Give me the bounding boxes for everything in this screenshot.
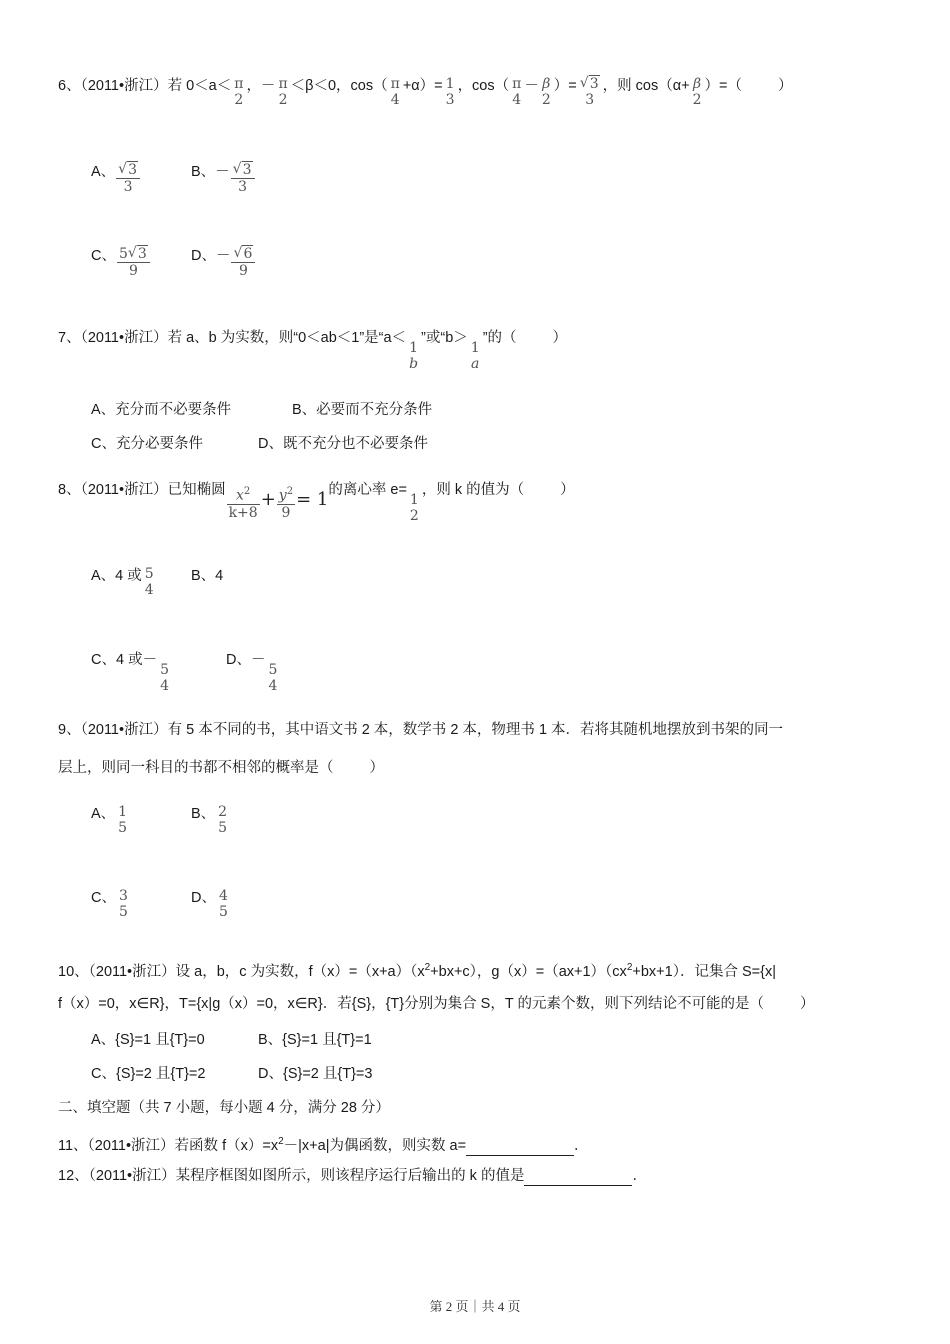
page-footer: 第 2 页｜共 4 页 bbox=[429, 1299, 521, 1314]
q8-frac-x2-over-k8: $\frac{x^2}{k+8}$ bbox=[228, 486, 258, 521]
q7-option-a[interactable]: A、充分而不必要条件 bbox=[91, 402, 232, 418]
q6-frac-pi-over-4-b: π 4 bbox=[512, 76, 522, 108]
q11-answer-blank[interactable] bbox=[466, 1141, 574, 1156]
q12-answer-blank[interactable] bbox=[524, 1171, 632, 1186]
q12-stem: 12、（2011•浙江）某程序框图如图所示，则该程序运行后输出的 k 的值是 ． bbox=[58, 1168, 647, 1184]
q6-frac-pi-over-2: π 2 bbox=[234, 76, 244, 108]
q8-frac-y2-over-9: $\frac{y^2}{9}$ bbox=[278, 486, 294, 521]
q7-frac-1-over-a: 1 a bbox=[470, 340, 480, 372]
q8-option-a[interactable]: A、4 或 5 4 bbox=[91, 566, 154, 598]
q10-option-b[interactable]: B、{S}=1 且{T}=1 bbox=[258, 1032, 372, 1048]
q6-frac-1-over-3: 1 3 bbox=[445, 76, 455, 108]
q6-option-c[interactable]: C、 $\frac{5√ 3}{9}$ bbox=[91, 246, 151, 279]
q6-frac-pi-over-4: π 4 bbox=[390, 76, 400, 108]
q11-stem: 11、（2011•浙江）若函数 $f(x)=x^2-|x+a|$为偶函数，则实数 a= ． bbox=[58, 1136, 589, 1154]
q6-frac-beta-over-2-b: β 2 bbox=[692, 76, 702, 108]
q10-stem-line1: 10、（2011•浙江）设 a，b，c 为实数，$f(x)=(x+a)(x^2+bx+c)$，$g(x)=(ax+1)(cx^2+bx+1)$．记集合 S={x| bbox=[58, 962, 776, 980]
q7-option-c[interactable]: C、充分必要条件 bbox=[91, 436, 203, 452]
q6-option-a[interactable]: A、 √ $\frac{3}{3}$ bbox=[91, 162, 141, 195]
q8-stem: 8、（2011•浙江）已知椭圆 $\frac{x^2}{k+8}$ + $\frac{y^2}{9}$ = 1的离心率 e= 1 2 ，则 k 的值为（ ） bbox=[58, 482, 575, 524]
q8-option-b[interactable]: B、4 bbox=[191, 568, 224, 584]
q8-option-d[interactable]: D、－ 5 4 bbox=[226, 652, 278, 694]
q7-option-d[interactable]: D、既不充分也不必要条件 bbox=[258, 436, 428, 452]
q10-option-a[interactable]: A、{S}=1 且{T}=0 bbox=[91, 1032, 205, 1048]
q9-option-d[interactable]: D、 4 5 bbox=[191, 888, 228, 920]
q6-frac-beta-over-2: β 2 bbox=[541, 76, 551, 108]
q9-option-b[interactable]: B、 2 5 bbox=[191, 804, 228, 836]
q6-frac-pi-over-2-b: π 2 bbox=[278, 76, 288, 108]
q9-option-a[interactable]: A、 1 5 bbox=[91, 804, 128, 836]
q9-stem-line1: 9、（2011•浙江）有 5 本不同的书，其中语文书 2 本，数学书 2 本，物理书 1 本．若将其随机地摆放到书架的同一 bbox=[58, 722, 784, 738]
q9-stem-line2: 层上，则同一科目的书都不相邻的概率是（ ） bbox=[58, 760, 384, 776]
q7-option-b[interactable]: B、必要而不充分条件 bbox=[292, 402, 433, 418]
q8-option-c[interactable]: C、4 或－ 5 4 bbox=[91, 652, 169, 694]
q10-option-d[interactable]: D、{S}=2 且{T}=3 bbox=[258, 1066, 373, 1082]
q7-stem: 7、（2011•浙江）若 a、b 为实数，则“0＜ab＜1”是“a＜ 1 b ”或“b＞ 1 a ”的（ ） bbox=[58, 330, 568, 372]
q8-frac-1-over-2: 1 2 bbox=[409, 492, 419, 524]
q6-frac-sqrt3-over-3: √ 3 3 bbox=[578, 76, 602, 108]
section-heading-fill-in: 二、填空题（共 7 小题，每小题 4 分，满分 28 分） bbox=[58, 1100, 390, 1116]
q6-option-b[interactable]: B、－ √ $\frac{3}{3}$ bbox=[191, 162, 256, 195]
q9-option-c[interactable]: C、 3 5 bbox=[91, 888, 128, 920]
q10-option-c[interactable]: C、{S}=2 且{T}=2 bbox=[91, 1066, 206, 1082]
q10-stem-line2: f（x）=0，x∈R}，T={x|g（x）=0，x∈R}．若{S}，{T}分别为集合 S，T 的元素个数，则下列结论不可能的是（ ） bbox=[58, 996, 815, 1012]
q6-stem: 6、（2011•浙江）若 0＜a＜ π 2 ，－ π 2 ＜β＜0，cos（ π 4 +α）= 1 3 ，cos（ π 4 － β 2 ）= √ 3 3 ，则 cos（α+ β 2 ）=（ ） bbox=[58, 76, 793, 108]
q6-option-d[interactable]: D、－ √ $\frac{6}{9}$ bbox=[191, 246, 256, 279]
q7-frac-1-over-b: 1 b bbox=[409, 340, 419, 372]
